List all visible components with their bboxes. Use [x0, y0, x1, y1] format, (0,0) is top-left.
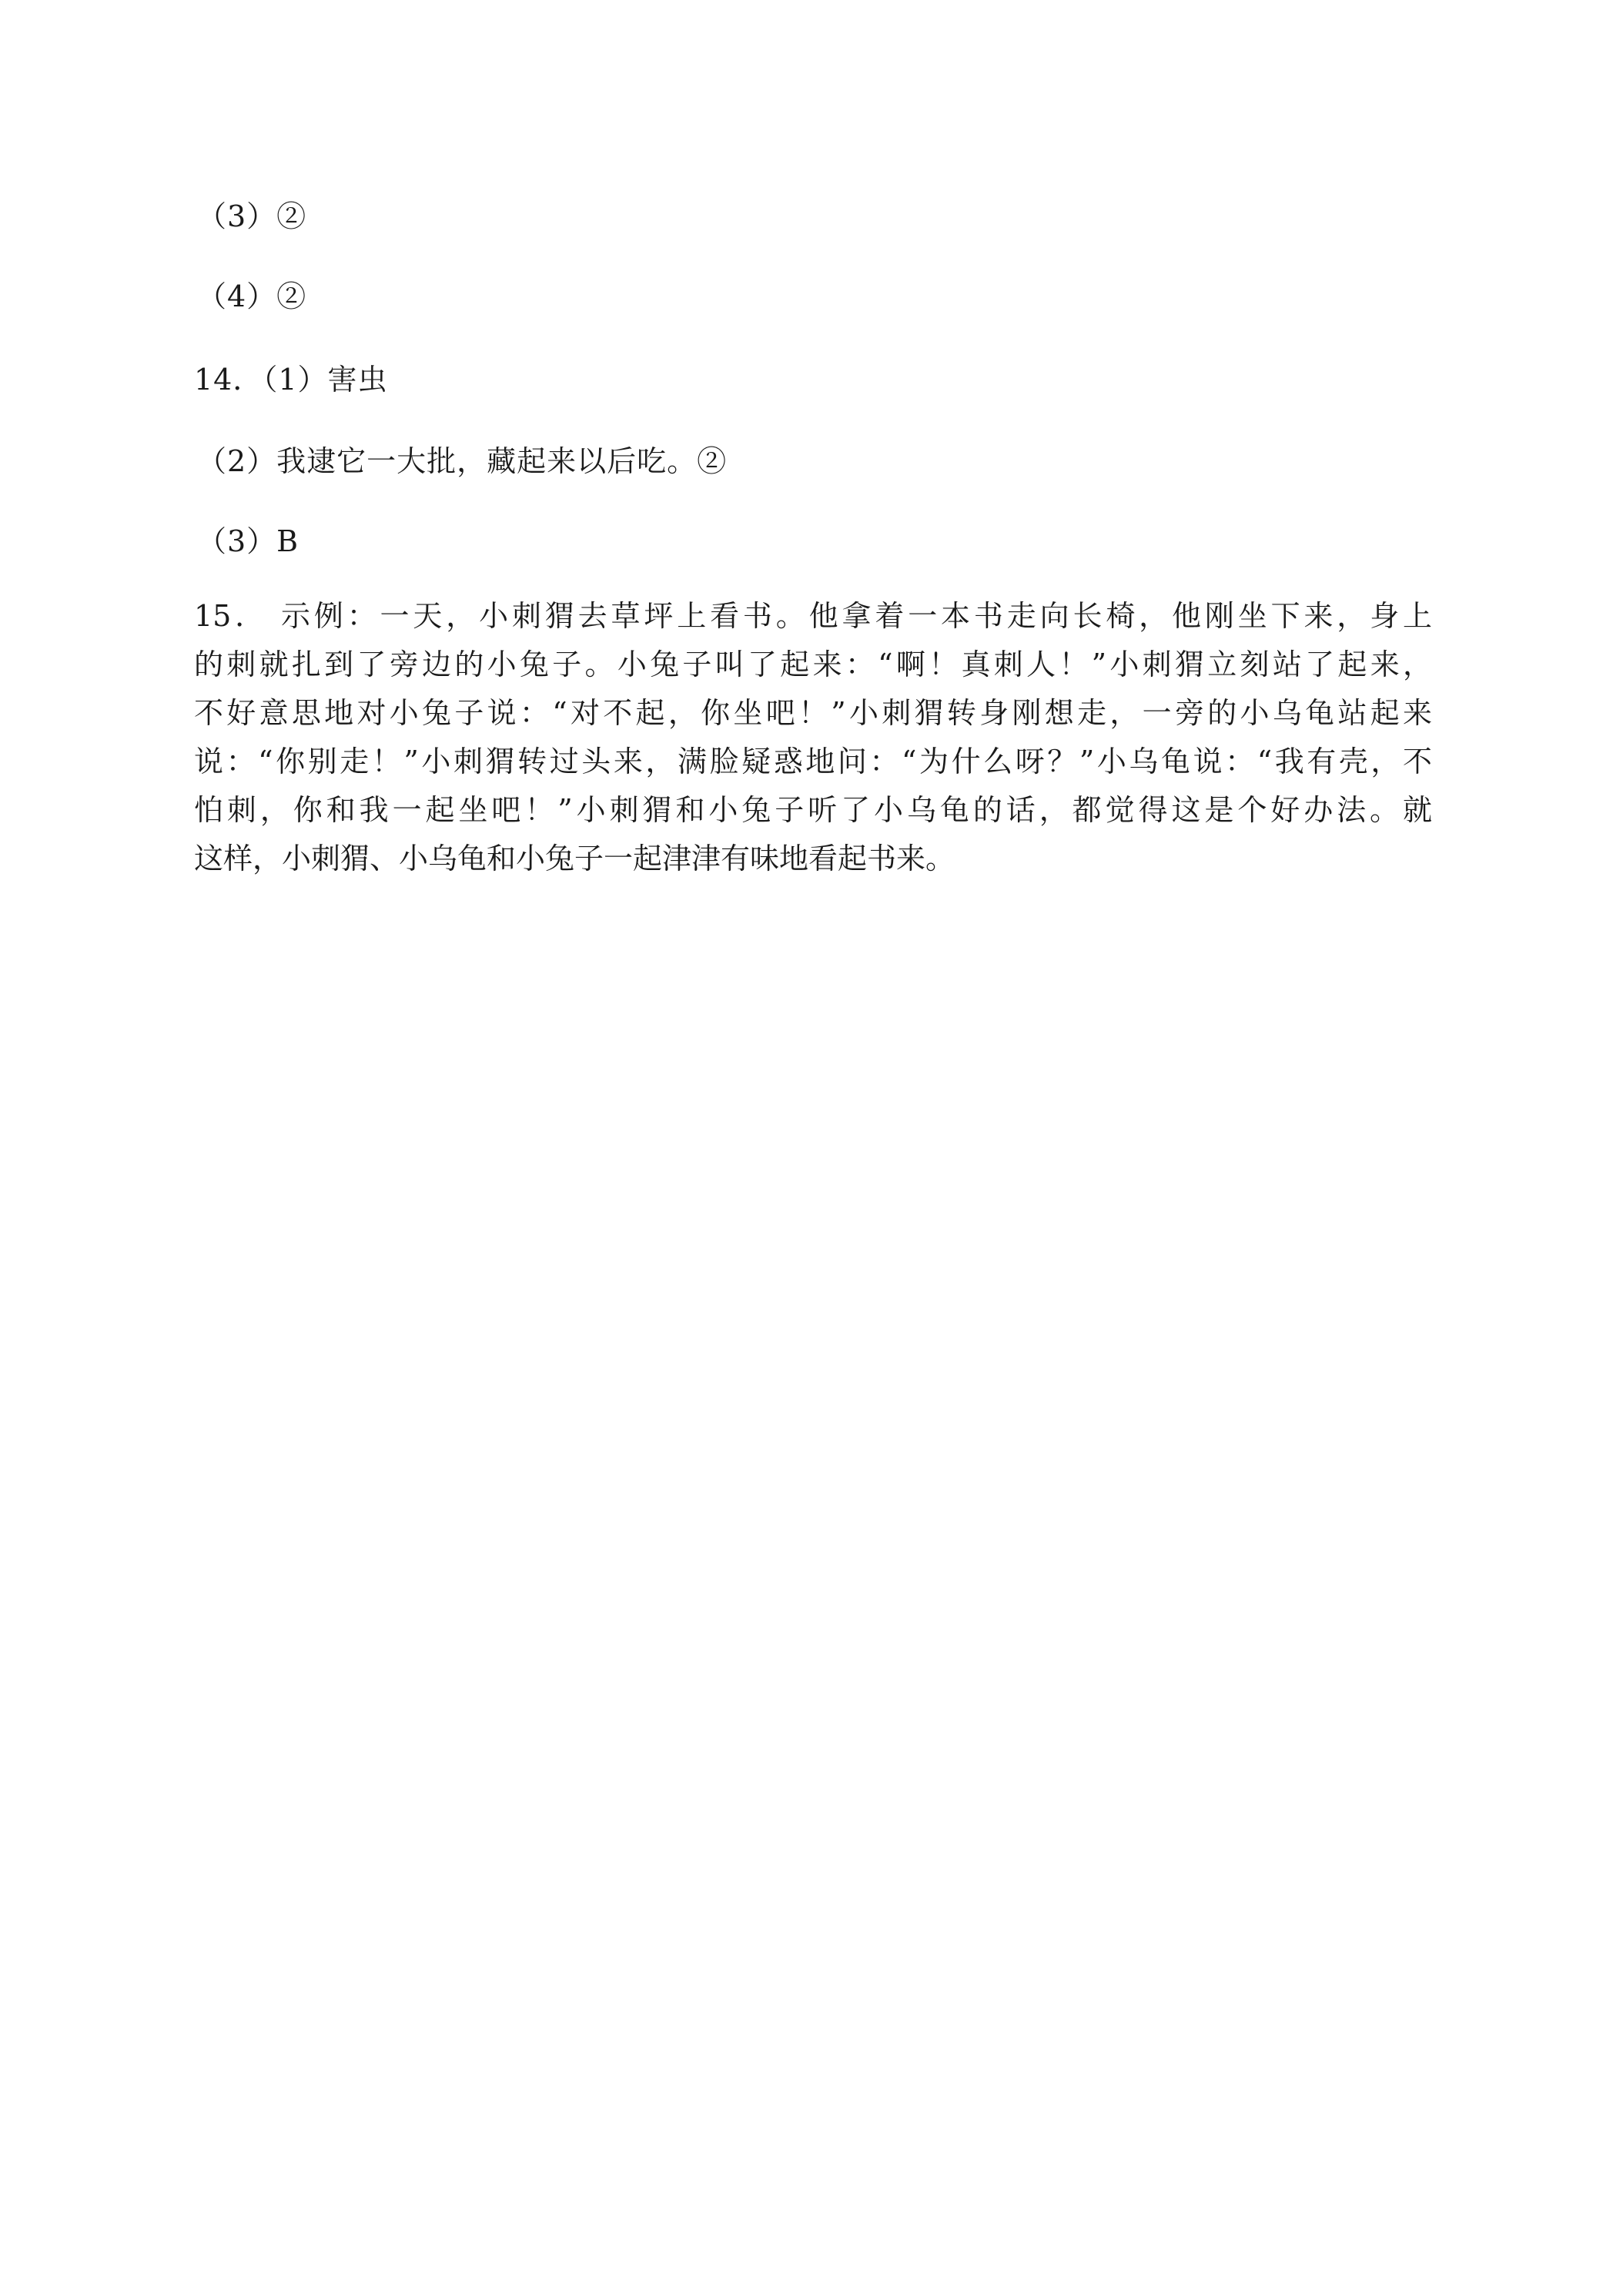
answer-15-line: 15． 示例：一天，小刺猬去草坪上看书。他拿着一本书走向长椅，他刚坐下来，身上	[194, 599, 1432, 633]
answer-15-line: 这样，小刺猬、小乌龟和小兔子一起津津有味地看起书来。	[194, 842, 955, 875]
answer-15-line: 怕刺，你和我一起坐吧！”小刺猬和小兔子听了小乌龟的话，都觉得这是个好办法。就	[194, 793, 1432, 827]
answer-15-paragraph	[194, 594, 1432, 885]
answer-13-3: （3）②	[197, 199, 307, 233]
answer-15-line: 不好意思地对小兔子说：“对不起，你坐吧！”小刺猬转身刚想走，一旁的小乌龟站起来	[194, 696, 1432, 730]
answer-14-1: 14．（1）害虫	[194, 363, 388, 397]
answer-13-4: （4）②	[197, 279, 307, 313]
answer-14-2: （2）我逮它一大批，藏起来以后吃。②	[197, 444, 728, 478]
answer-15-line: 说：“你别走！”小刺猬转过头来，满脸疑惑地问：“为什么呀？”小乌龟说：“我有壳，不	[194, 745, 1432, 778]
answer-14-3: （3）B	[197, 524, 300, 558]
answer-15-line: 的刺就扎到了旁边的小兔子。小兔子叫了起来：“啊！真刺人！”小刺猬立刻站了起来，	[194, 648, 1432, 681]
